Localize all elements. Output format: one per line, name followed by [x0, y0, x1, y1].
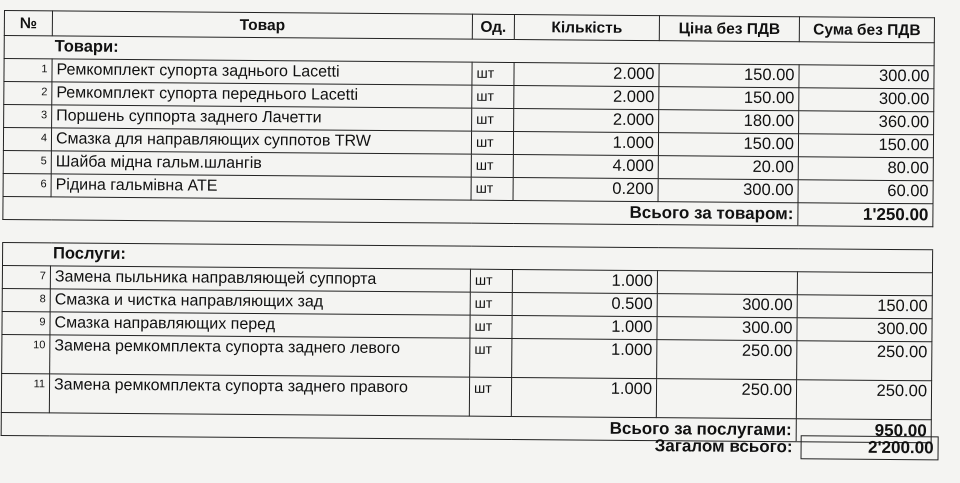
row-price: 20.00	[658, 156, 798, 180]
row-unit: шт	[471, 177, 513, 200]
services-total-value: 950.00	[796, 419, 931, 443]
grand-total-label: Загалом всього:	[654, 436, 793, 457]
goods-section-title: Товари:	[4, 36, 934, 66]
row-quantity: 0.500	[512, 293, 657, 317]
header-sum: Сума без ПДВ	[799, 17, 934, 43]
row-number: 10	[2, 334, 50, 373]
goods-total-label: Всього за товаром:	[3, 196, 798, 225]
row-item-name: Смазка направляющих перед	[50, 312, 470, 338]
row-number: 7	[2, 265, 50, 288]
header-no: №	[4, 11, 52, 36]
row-price: 250.00	[657, 340, 797, 380]
row-item-name: Смазка и чистка направляющих зад	[50, 289, 470, 315]
row-number: 11	[1, 373, 49, 412]
row-quantity: 1.000	[511, 377, 656, 417]
row-quantity: 1.000	[513, 132, 658, 156]
row-unit: шт	[470, 269, 512, 292]
row-sum	[797, 272, 932, 296]
header-unit: Од.	[472, 14, 514, 39]
row-sum: 360.00	[799, 111, 934, 135]
row-item-name: Ремкомплект супорта переднього Lacetti	[52, 82, 472, 108]
row-unit: шт	[471, 131, 513, 154]
row-quantity: 4.000	[513, 155, 658, 179]
row-quantity: 1.000	[512, 316, 657, 340]
grand-total	[613, 434, 939, 461]
row-sum: 150.00	[798, 134, 933, 158]
header-price: Ціна без ПДВ	[659, 16, 799, 42]
row-number: 6	[3, 173, 51, 196]
services-total-label: Всього за послугами:	[1, 412, 796, 441]
row-price: 250.00	[656, 379, 796, 419]
row-sum: 80.00	[798, 157, 933, 181]
invoice-sheet	[1, 10, 934, 458]
row-sum: 250.00	[797, 341, 932, 381]
row-price: 300.00	[658, 179, 798, 203]
row-sum: 60.00	[798, 180, 933, 204]
row-unit: шт	[470, 338, 512, 377]
row-unit: шт	[472, 85, 514, 108]
goods-total-value: 1'250.00	[798, 203, 933, 227]
row-price: 150.00	[659, 87, 799, 111]
row-number: 4	[3, 128, 51, 151]
row-sum: 150.00	[797, 295, 932, 319]
row-item-name: Замена ремкомплекта супорта заднего правого	[49, 374, 469, 416]
row-sum: 300.00	[799, 88, 934, 112]
row-number: 1	[4, 59, 52, 82]
row-number: 3	[4, 105, 52, 128]
row-item-name: Поршень суппорта заднего Лачетти	[52, 105, 472, 131]
row-price: 300.00	[657, 317, 797, 341]
row-item-name: Смазка для направляющих суппотов TRW	[51, 128, 471, 154]
row-unit: шт	[470, 315, 512, 338]
row-number: 5	[3, 150, 51, 173]
row-price: 180.00	[659, 110, 799, 134]
row-item-name: Ремкомплект супорта заднього Lacetti	[52, 59, 472, 85]
services-section-title: Послуги:	[2, 242, 932, 272]
row-item-name: Рідина гальмівна АТЕ	[51, 174, 471, 200]
header-qty: Кількість	[514, 15, 659, 41]
row-quantity: 2.000	[514, 109, 659, 133]
row-price: 150.00	[658, 133, 798, 157]
row-quantity: 1.000	[512, 270, 657, 294]
row-unit: шт	[472, 62, 514, 85]
row-item-name: Замена ремкомплекта супорта заднего левого	[50, 335, 470, 377]
row-unit: шт	[471, 154, 513, 177]
row-item-name: Замена пыльника направляющей суппорта	[50, 266, 470, 292]
row-unit: шт	[472, 108, 514, 131]
row-quantity: 2.000	[514, 86, 659, 110]
row-number: 2	[4, 82, 52, 105]
row-number: 8	[2, 288, 50, 311]
row-quantity: 0.200	[513, 178, 658, 202]
row-sum: 250.00	[796, 380, 931, 420]
row-price	[657, 271, 797, 295]
invoice-table	[1, 10, 935, 443]
row-price: 150.00	[659, 64, 799, 88]
header-item: Товар	[52, 11, 472, 39]
row-price: 300.00	[657, 294, 797, 318]
row-quantity: 1.000	[512, 338, 657, 378]
row-unit: шт	[469, 377, 511, 416]
row-quantity: 2.000	[514, 63, 659, 87]
row-sum: 300.00	[799, 65, 934, 89]
grand-total-value: 2'200.00	[800, 435, 938, 460]
row-unit: шт	[470, 292, 512, 315]
row-item-name: Шайба мідна гальм.шлангів	[51, 151, 471, 177]
row-number: 9	[2, 311, 50, 334]
row-sum: 300.00	[797, 318, 932, 342]
